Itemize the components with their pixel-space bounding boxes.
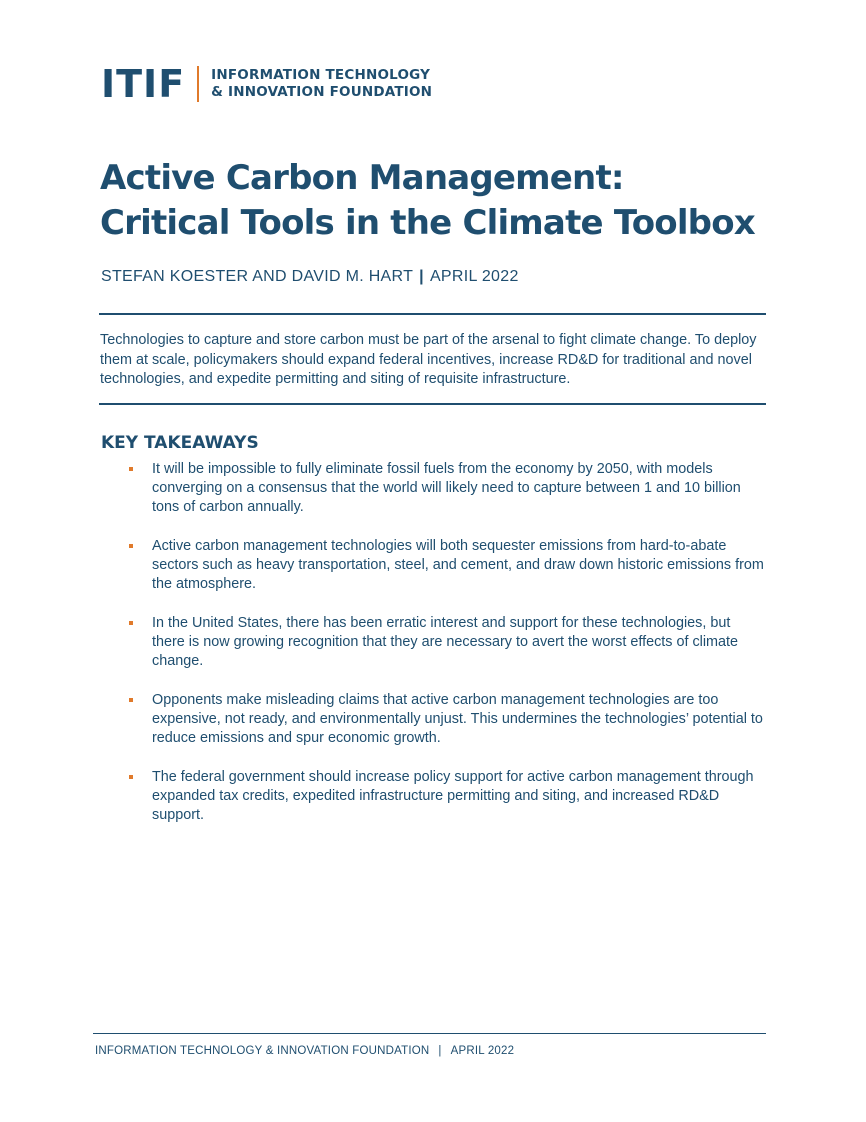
title-line1: Active Carbon Management: xyxy=(100,158,624,198)
summary-bottom-rule xyxy=(99,403,766,405)
takeaway-text: In the United States, there has been erratic interest and support for these technologies, but there is now growing recognition that they are necessary to avert the worst effects of climate change. xyxy=(152,615,739,669)
bullet-icon xyxy=(129,698,133,702)
title-line2: Critical Tools in the Climate Toolbox xyxy=(100,203,755,243)
logo-divider xyxy=(197,66,199,102)
bullet-icon xyxy=(129,775,133,779)
bullet-icon xyxy=(129,544,133,548)
byline-authors: STEFAN KOESTER AND DAVID M. HART xyxy=(101,268,414,285)
bullet-icon xyxy=(129,467,133,471)
footer-rule xyxy=(93,1033,766,1034)
byline xyxy=(101,268,519,286)
itif-logo xyxy=(101,64,432,104)
key-takeaways-heading: KEY TAKEAWAYS xyxy=(101,433,259,453)
footer-separator: | xyxy=(438,1045,442,1057)
takeaway-item xyxy=(126,460,766,517)
takeaway-item xyxy=(126,537,766,594)
takeaway-text: It will be impossible to fully eliminate fossil fuels from the economy by 2050, with models converging on a consensus that the world will likely need to capture between 1 and 10 billion tons of carbon annually. xyxy=(152,461,741,515)
takeaway-item xyxy=(126,614,766,671)
bullet-icon xyxy=(129,621,133,625)
report-title xyxy=(100,156,755,246)
takeaway-item xyxy=(126,691,766,748)
logo-org-name xyxy=(211,67,432,101)
byline-date: APRIL 2022 xyxy=(429,268,519,285)
takeaway-text: Active carbon management technologies will both sequester emissions from hard-to-abate sectors such as heavy transportation, steel, and cement, and draw down historic emissions from the atmosphere. xyxy=(152,538,764,592)
takeaway-text: Opponents make misleading claims that active carbon management technologies are too expensive, not ready, and environmentally unjust. This undermines the technologies’ potential to reduce emissions and spur economic growth. xyxy=(152,692,763,746)
takeaway-text: The federal government should increase policy support for active carbon management through expanded tax credits, expedited infrastructure permitting and siting, and increased RD&D support. xyxy=(152,769,754,823)
logo-mark: ITIF xyxy=(101,62,186,106)
footer-org: INFORMATION TECHNOLOGY & INNOVATION FOUNDATION xyxy=(95,1045,430,1057)
byline-separator: | xyxy=(419,268,424,285)
takeaway-item xyxy=(126,768,766,825)
logo-name-line1: INFORMATION TECHNOLOGY xyxy=(211,67,431,83)
summary-text: Technologies to capture and store carbon must be part of the arsenal to fight climate change. To deploy them at scale, policymakers should expand federal incentives, increase RD&D for traditional and novel technologies, and expedite permitting and siting of requisite infrastructure. xyxy=(100,332,757,387)
footer xyxy=(95,1045,514,1057)
logo-name-line2: & INNOVATION FOUNDATION xyxy=(211,84,433,100)
key-takeaways-list xyxy=(126,460,766,845)
footer-date: APRIL 2022 xyxy=(450,1045,515,1057)
summary-top-rule xyxy=(99,313,766,315)
